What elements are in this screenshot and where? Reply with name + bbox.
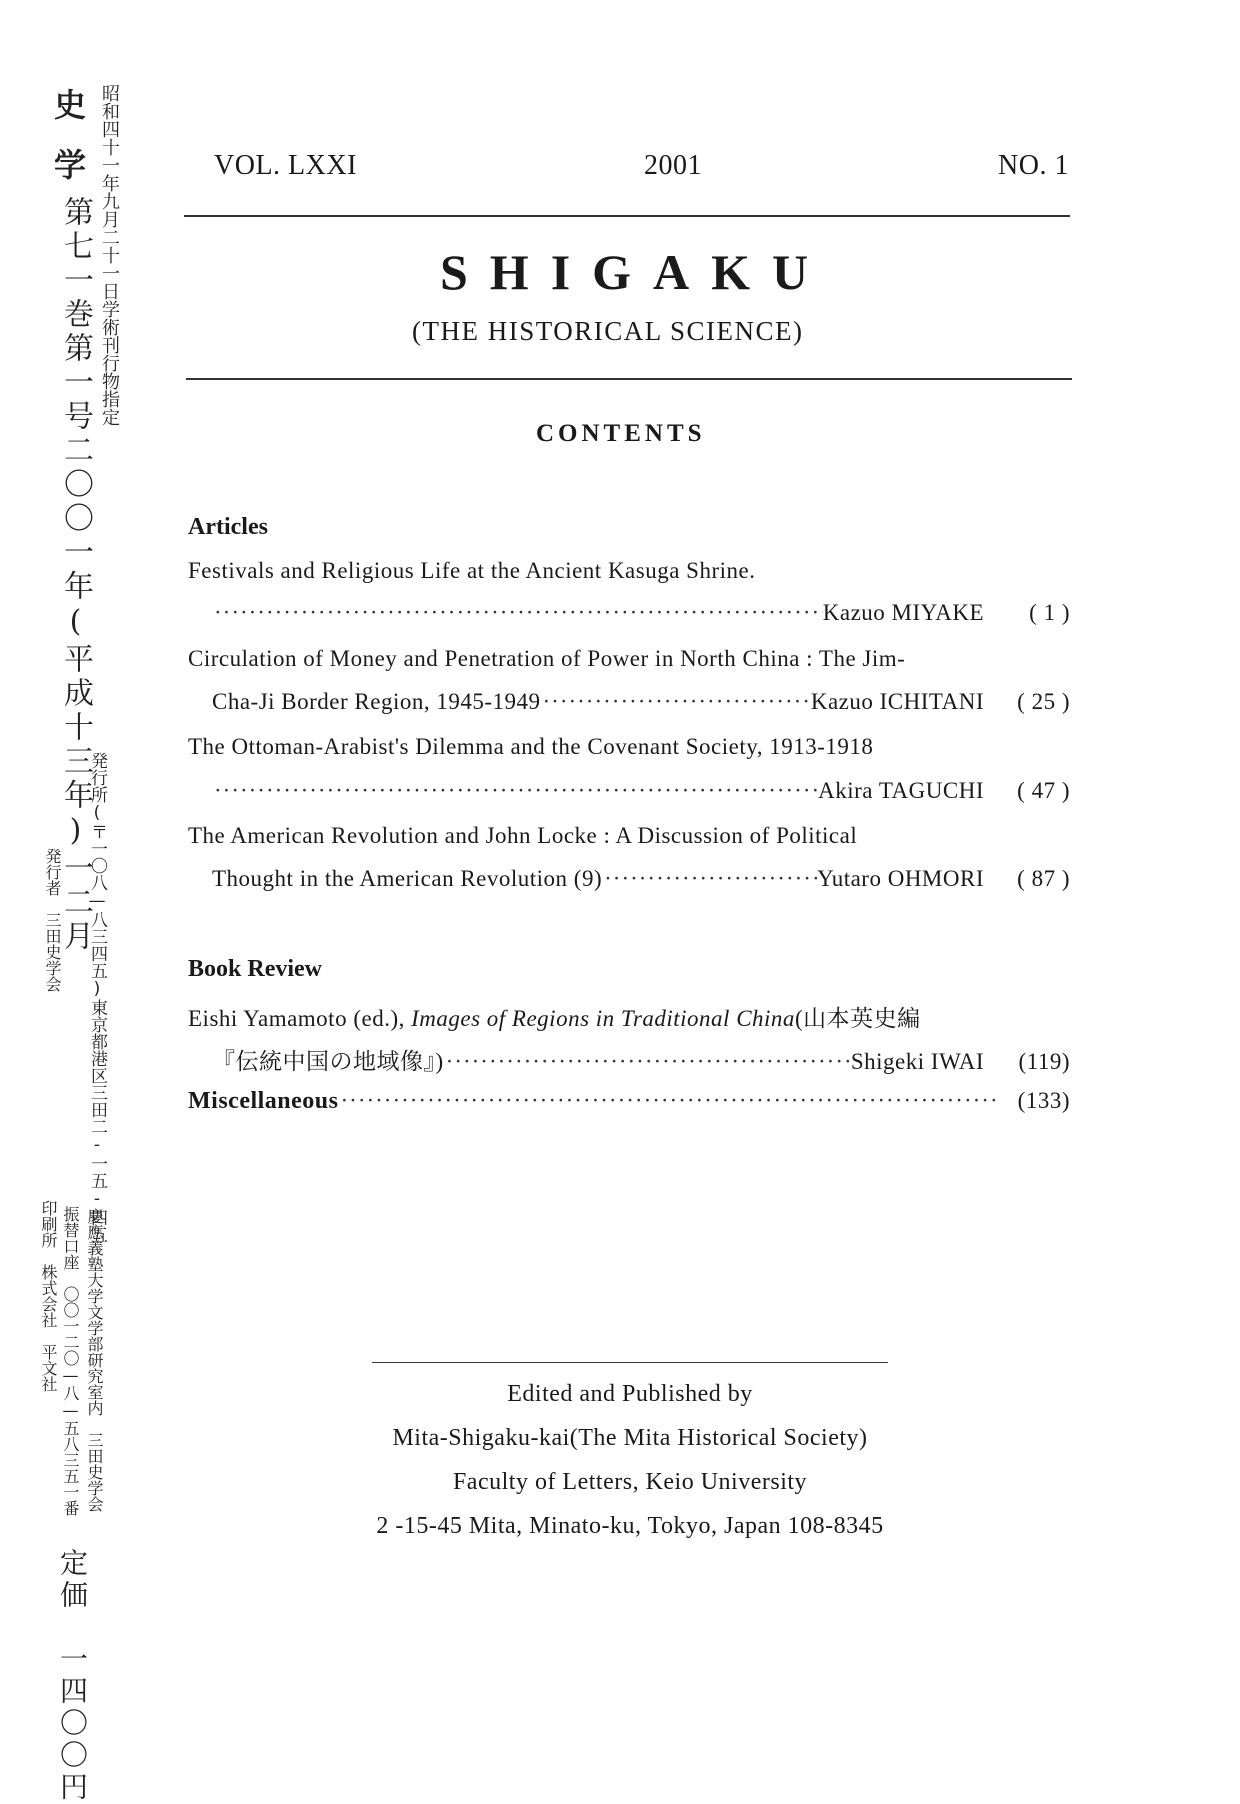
article-4-title-line-2: Thought in the American Revolution (9) xyxy=(212,866,603,891)
article-1-author: Kazuo MIYAKE xyxy=(822,600,984,625)
spine-title-char-1: 史 xyxy=(49,88,87,122)
volume-label: VOL. LXXI xyxy=(214,150,357,181)
miscellaneous-page: (133) xyxy=(1017,1088,1070,1113)
spine-price: 定価 一四〇〇円 xyxy=(56,1548,89,1804)
spine-issue: 第七一巻第一号二〇〇一年(平成十三年)一二月 xyxy=(58,196,93,954)
article-3-page: ( 47 ) xyxy=(1017,778,1070,803)
spine-designation: 昭和四十一年九月二十一日学術刊行物指定 xyxy=(99,84,120,426)
colophon-address: 2 -15-45 Mita, Minato-ku, Tokyo, Japan 108-8345 xyxy=(376,1513,884,1539)
miscellaneous-leader xyxy=(339,1088,1001,1114)
book-review-leader xyxy=(444,1049,851,1075)
journal-subtitle: (THE HISTORICAL SCIENCE) xyxy=(412,316,804,346)
colophon xyxy=(372,1372,888,1548)
article-4-author: Yutaro OHMORI xyxy=(817,866,984,891)
issue-header xyxy=(214,150,1069,190)
book-review-entry xyxy=(212,1043,1070,1075)
colophon-edited-by: Edited and Published by xyxy=(507,1381,753,1407)
journal-title: SHIGAKU xyxy=(440,244,831,300)
article-2-author: Kazuo ICHITANI xyxy=(810,689,984,714)
spine-publisher-address: 発行所(〒一〇八—八三四五)東京都港区三田二-一五-四五 xyxy=(87,752,107,1243)
spine-publisher: 発行者 三田史学会 xyxy=(43,848,62,992)
spine-printer-line-2: 振替口座 〇〇一二〇—八—五八三五一番 xyxy=(61,1206,80,1516)
article-1-title: Festivals and Religious Life at the Ancient Kasuga Shrine. xyxy=(188,558,756,583)
number-label: NO. 1 xyxy=(998,150,1069,181)
article-2-entry xyxy=(212,689,1070,721)
spine-journal-title xyxy=(49,88,87,182)
article-3-title: The Ottoman-Arabist's Dilemma and the Covenant Society, 1913-1918 xyxy=(188,734,874,759)
book-review-author: Shigeki IWAI xyxy=(850,1049,984,1074)
article-2-title-line-2: Cha-Ji Border Region, 1945-1949 xyxy=(212,689,541,714)
article-4-entry xyxy=(212,866,1070,898)
miscellaneous-entry xyxy=(188,1088,1070,1120)
article-1-entry xyxy=(212,600,1070,632)
spine-printer-line-3: 印刷所 株式会社 平文社 xyxy=(39,1200,58,1392)
year-label: 2001 xyxy=(644,150,702,181)
colophon-faculty: Faculty of Letters, Keio University xyxy=(452,1469,808,1495)
miscellaneous-label: Miscellaneous xyxy=(188,1088,339,1114)
book-review-editor: Eishi Yamamoto (ed.), xyxy=(188,1006,412,1031)
book-review-page: (119) xyxy=(1018,1049,1070,1074)
colophon-society: Mita-Shigaku-kai(The Mita Historical Society) xyxy=(392,1425,868,1451)
article-2-title-line-1: Circulation of Money and Penetration of Power in North China : The Jim- xyxy=(188,646,906,671)
title-divider xyxy=(186,378,1072,380)
article-4-title-line-1: The American Revolution and John Locke : A Discussion of Political xyxy=(188,823,858,848)
book-review-book-title: Images of Regions in Traditional China xyxy=(411,1006,795,1031)
article-1-leader xyxy=(212,600,823,626)
book-review-title-line-1 xyxy=(188,1000,1070,1033)
article-4-leader xyxy=(602,866,817,892)
book-review-section-label: Book Review xyxy=(188,956,322,982)
article-2-page: ( 25 ) xyxy=(1017,689,1070,714)
contents-heading: CONTENTS xyxy=(536,420,706,447)
colophon-divider xyxy=(372,1362,888,1363)
book-review-title-line-2: 『伝統中国の地域像』) xyxy=(212,1049,444,1074)
articles-section-label: Articles xyxy=(188,514,268,540)
book-review-japanese-title-start: (山本英史編 xyxy=(794,1006,921,1031)
article-3-leader xyxy=(212,778,818,804)
article-3-entry xyxy=(212,778,1070,810)
header-divider xyxy=(184,215,1070,217)
spine-title-char-2: 学 xyxy=(49,148,87,182)
article-1-page: ( 1 ) xyxy=(1029,600,1070,625)
article-3-author: Akira TAGUCHI xyxy=(818,778,984,803)
article-4-page: ( 87 ) xyxy=(1017,866,1070,891)
article-2-leader xyxy=(541,689,811,715)
spine-printer-line-1: 慶應義塾大学文学部研究室内 三田史学会 xyxy=(85,1208,104,1512)
